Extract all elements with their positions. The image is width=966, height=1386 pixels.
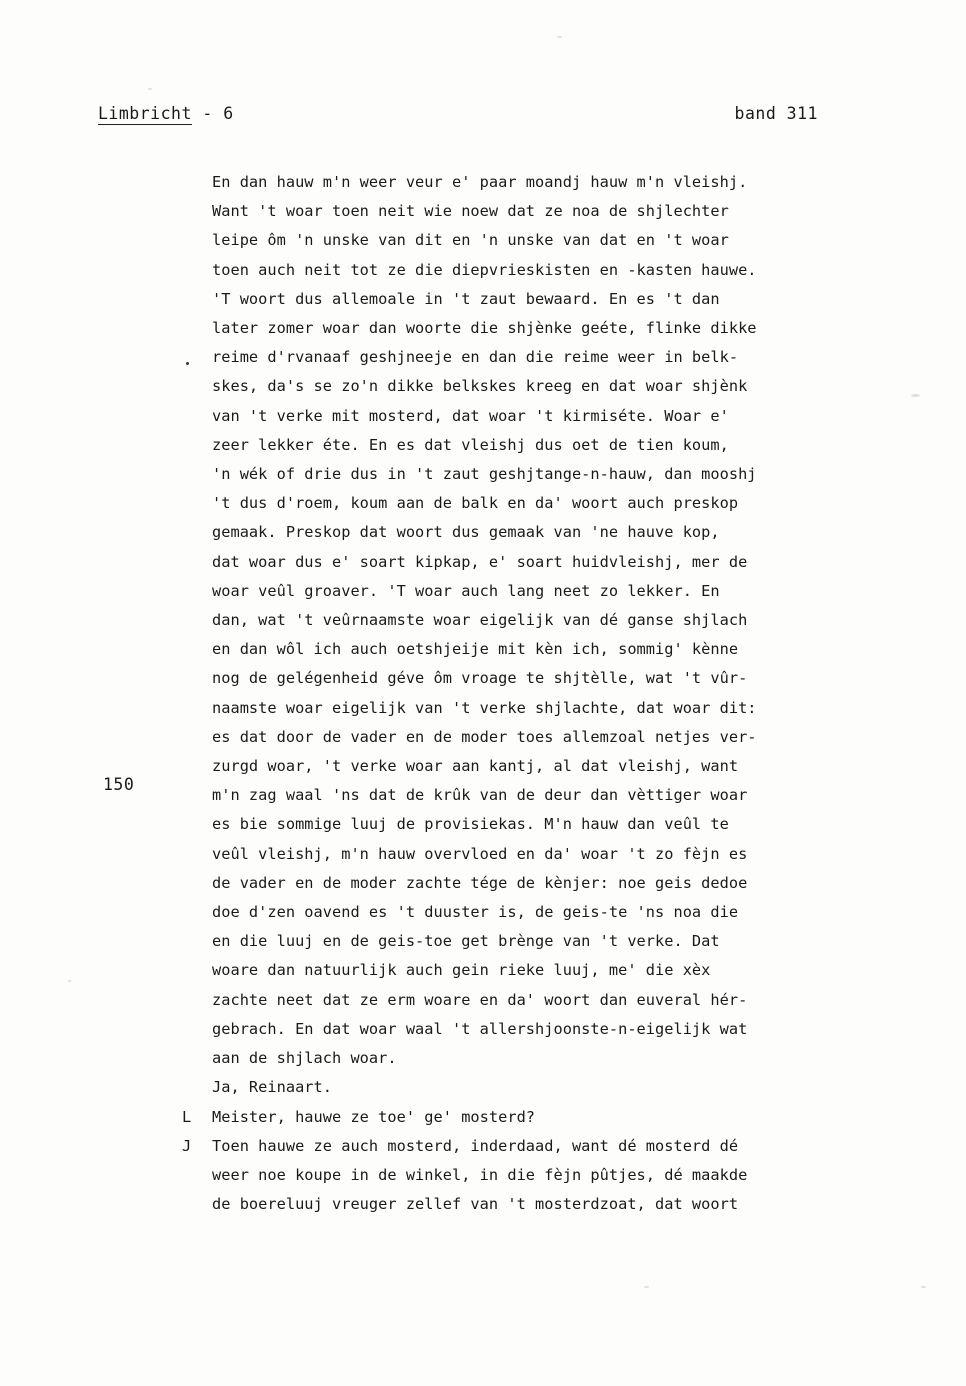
text-line [212, 1073, 872, 1102]
text-line [212, 1044, 872, 1073]
dialog-line [182, 1132, 872, 1161]
line-text: toen auch neit tot ze die diepvrieskisten en -kasten hauwe. [212, 260, 757, 279]
text-line [212, 635, 872, 664]
text-line [212, 986, 872, 1015]
text-line [212, 460, 872, 489]
text-line [212, 285, 872, 314]
scan-speck [557, 36, 562, 38]
line-text: en die luuj en de geis-toe get brènge van 't verke. Dat [212, 932, 720, 951]
line-text: leipe ôm 'n unske van dit en 'n unske van dat en 't woar [212, 231, 729, 250]
scan-speck [921, 1286, 926, 1288]
line-text: reime d'rvanaaf geshjneeje en dan die reime weer in belk- [212, 348, 739, 367]
line-text: zurgd woar, 't verke woar aan kantj, al dat vleishj, want [212, 757, 739, 776]
line-text: 't dus d'roem, koum aan de balk en da' woort auch preskop [212, 494, 739, 513]
scan-speck [68, 980, 71, 982]
text-line [212, 314, 872, 343]
line-text: Want 't woar toen neit wie noew dat ze noa de shjlechter [212, 202, 729, 221]
text-line [212, 898, 872, 927]
text-line [212, 489, 872, 518]
text-line [212, 694, 872, 723]
line-text: Ja, Reinaart. [212, 1078, 332, 1097]
line-text: gemaak. Preskop dat woort dus gemaak van 'ne hauve kop, [212, 523, 720, 542]
scan-speck [911, 394, 920, 397]
line-text: de boereluuj vreuger zellef van 't mosterdzoat, dat woort [212, 1195, 739, 1214]
header-volume: band 311 [734, 104, 818, 123]
line-text: en dan wôl ich auch oetshjeije mit kèn ich, sommig' kènne [212, 640, 739, 659]
text-line [212, 548, 872, 577]
text-line [212, 343, 872, 372]
text-line [212, 256, 872, 285]
line-text: de vader en de moder zachte tége de kènjer: noe geis dedoe [212, 873, 748, 892]
line-text: 'n wék of drie dus in 't zaut geshjtange-n-hauw, dan mooshj [212, 465, 757, 484]
page-section-number: - 6 [191, 104, 234, 123]
line-text: skes, da's se zo'n dikke belkskes kreeg en dat woar shjènk [212, 377, 748, 396]
line-text: doe d'zen oavend es 't duuster is, de geis-te 'ns noa die [212, 903, 739, 922]
scan-speck [644, 1286, 649, 1288]
line-text: zachte neet dat ze erm woare en da' woort dan euveral hér- [212, 990, 748, 1009]
scan-speck [148, 88, 152, 90]
text-line [212, 752, 872, 781]
stray-mark [186, 362, 189, 365]
line-text: dan, wat 't veûrnaamste woar eigelijk van dé ganse shjlach [212, 611, 748, 630]
line-text: nog de gelégenheid géve ôm vroage te shjtèlle, wat 't vûr- [212, 669, 748, 688]
line-text: 'T woort dus allemoale in 't zaut bewaard. En es 't dan [212, 289, 720, 308]
text-line [212, 1015, 872, 1044]
place-name: Limbricht [98, 104, 192, 123]
text-line [212, 431, 872, 460]
margin-page-number: 150 [103, 775, 135, 794]
line-text: woar veûl groaver. 'T woar auch lang neet zo lekker. En [212, 581, 720, 600]
line-text: es dat door de vader en de moder toes allemzoal netjes ver- [212, 727, 757, 746]
text-line [212, 606, 872, 635]
text-line [212, 781, 872, 810]
text-line [212, 956, 872, 985]
line-text: aan de shjlach woar. [212, 1049, 397, 1068]
text-line [212, 168, 872, 197]
dialog-line [182, 1103, 872, 1132]
text-line [212, 197, 872, 226]
text-line [212, 927, 872, 956]
line-text: weer noe koupe in de winkel, in die fèjn pûtjes, dé maakde [212, 1165, 748, 1184]
text-line [212, 840, 872, 869]
line-text: veûl vleishj, m'n hauw overvloed en da' woar 't zo fèjn es [212, 844, 748, 863]
text-line [212, 1190, 872, 1219]
transcript-body [182, 168, 872, 1219]
line-text: zeer lekker éte. En es dat vleishj dus oet de tien koum, [212, 435, 729, 454]
text-line [212, 372, 872, 401]
line-text: naamste woar eigelijk van 't verke shjlachte, dat woar dit: [212, 698, 757, 717]
text-line [212, 577, 872, 606]
line-text: m'n zag waal 'ns dat de krûk van de deur dan vèttiger woar [212, 786, 748, 805]
line-text: Meister, hauwe ze toe' ge' mosterd? [212, 1107, 536, 1126]
page-header [0, 104, 966, 130]
line-text: es bie sommige luuj de provisiekas. M'n hauw dan veûl te [212, 815, 729, 834]
line-text: gebrach. En dat woar waal 't allershjoonste-n-eigelijk wat [212, 1019, 748, 1038]
text-line [212, 869, 872, 898]
line-text: Toen hauwe ze auch mosterd, inderdaad, want dé mosterd dé [212, 1136, 739, 1155]
header-left [98, 104, 234, 123]
text-line [212, 518, 872, 547]
line-text: woare dan natuurlijk auch gein rieke luuj, me' die xèx [212, 961, 711, 980]
line-text: van 't verke mit mosterd, dat woar 't kirmiséte. Woar e' [212, 406, 729, 425]
line-text: En dan hauw m'n weer veur e' paar moandj hauw m'n vleishj. [212, 173, 748, 191]
line-text: later zomer woar dan woorte die shjènke geéte, flinke dikke [212, 319, 757, 338]
text-line [212, 810, 872, 839]
speaker-label: J [182, 1136, 192, 1155]
text-line [212, 664, 872, 693]
line-text: dat woar dus e' soart kipkap, e' soart huidvleishj, mer de [212, 552, 748, 571]
text-line [212, 723, 872, 752]
text-line [212, 402, 872, 431]
speaker-label: L [182, 1107, 192, 1126]
text-line [212, 1161, 872, 1190]
text-line [212, 226, 872, 255]
